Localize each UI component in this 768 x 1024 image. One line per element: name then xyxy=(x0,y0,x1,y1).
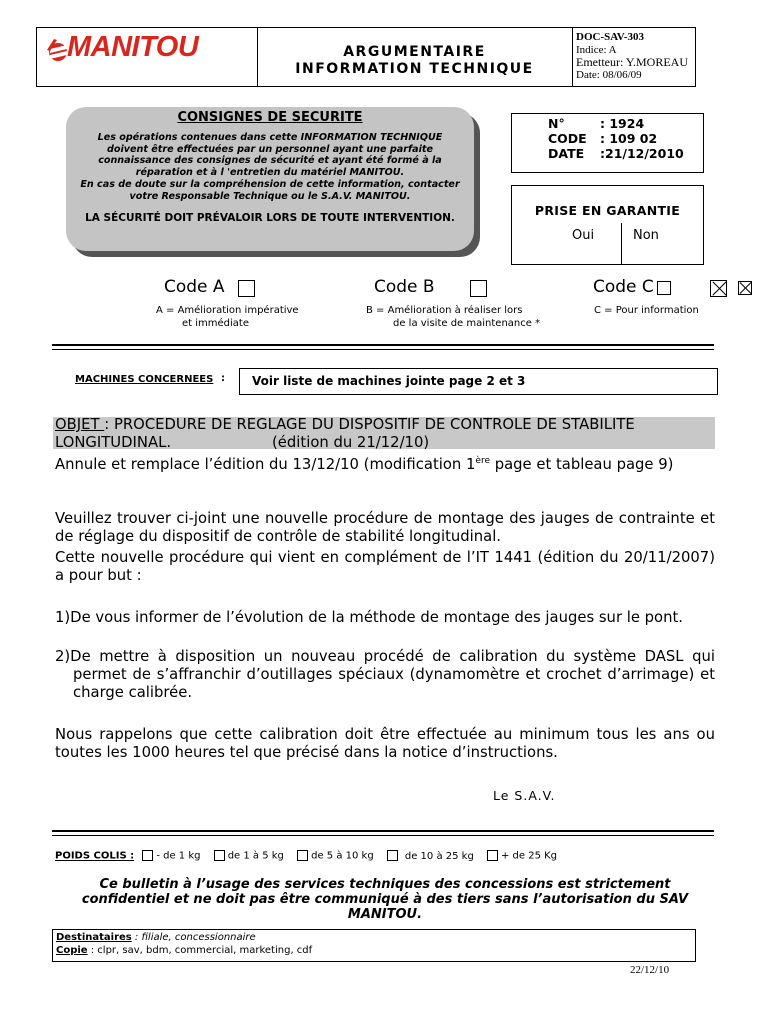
objet-line2: LONGITUDINAL. xyxy=(55,434,172,451)
poids-colis xyxy=(55,850,557,862)
poids-option: de 5 à 10 kg xyxy=(311,850,374,862)
doc-date: Date: 08/06/09 xyxy=(576,68,642,81)
code-b-label: Code B xyxy=(374,277,435,297)
poids-label: POIDS COLIS : xyxy=(55,850,135,862)
objet-colon: : xyxy=(104,416,114,433)
code-b-desc-line2: de la visite de maintenance * xyxy=(393,317,541,329)
safety-box xyxy=(66,107,474,251)
date-value: :21/12/2010 xyxy=(600,146,684,161)
garantie-title: PRISE EN GARANTIE xyxy=(534,203,681,218)
code-c-label: Code C xyxy=(593,277,654,297)
doc-subtitle: INFORMATION TECHNIQUE xyxy=(295,61,534,77)
safety-line: Les opérations contenues dans cette INFORMATION TECHNIQUE xyxy=(97,132,443,143)
logo-cell xyxy=(37,28,258,86)
safety-line: connaissance des consignes de sécurité et ayant été formé à la xyxy=(98,155,442,167)
safety-line: doivent être effectuées par un personnel ayant une parfaite xyxy=(107,143,433,155)
doc-type-title: ARGUMENTAIRE xyxy=(343,44,486,60)
separator xyxy=(52,344,714,350)
code-a-label: Code A xyxy=(164,277,225,297)
poids-checkbox[interactable] xyxy=(387,850,398,861)
objet-label: OBJET xyxy=(55,416,105,433)
destinataires-box xyxy=(52,929,696,962)
poids-checkbox[interactable] xyxy=(487,850,498,861)
safety-body xyxy=(66,132,474,202)
code-b-desc-line1: B = Amélioration à réaliser lors xyxy=(366,305,523,316)
safety-title: CONSIGNES DE SECURITE xyxy=(177,110,363,125)
garantie-oui-checkbox[interactable] xyxy=(657,281,671,295)
code-c-desc-line1: C = Pour information xyxy=(594,305,699,316)
safety-line: En cas de doute sur la compréhension de cette information, contacter xyxy=(80,178,460,190)
poids-checkbox[interactable] xyxy=(297,850,308,861)
destinataires-label: Destinataires xyxy=(56,932,132,943)
code-c-desc xyxy=(594,305,699,318)
garantie-non-checkbox[interactable] xyxy=(738,281,752,295)
body-item2: 2)De mettre à disposition un nouveau procédé de calibration du système DASL qui permet de s’affranchir d’outillages spéciaux (dynamomètre et crochet d’arrimage) et charge calibrée. xyxy=(55,648,715,701)
body-p1: Veuillez trouver ci-joint une nouvelle procédure de montage des jauges de contrainte et de réglage du dispositif de contrôle de stabilité longitudinal. xyxy=(55,510,715,545)
body-item1: 1)De vous informer de l’évolution de la méthode de montage des jauges sur le pont. xyxy=(55,609,683,626)
separator-bottom xyxy=(52,830,714,836)
safety-warning: LA SÉCURITÉ DOIT PRÉVALOIR LORS DE TOUTE INTERVENTION. xyxy=(85,212,455,225)
code-a-desc-line2: et immédiate xyxy=(182,317,249,329)
annule-pre: Annule et remplace l’édition du 13/12/10 (modification 1 xyxy=(55,455,476,473)
numero-value: : 1924 xyxy=(600,116,645,131)
code-a-desc-line1: A = Amélioration impérative xyxy=(156,305,299,316)
date-label: DATE xyxy=(548,146,585,161)
signature: Le S.A.V. xyxy=(493,788,556,803)
garantie-box xyxy=(511,185,704,265)
poids-option: de 10 à 25 kg xyxy=(404,850,474,862)
machines-colon: : xyxy=(221,373,225,384)
annule-sup: ère xyxy=(475,456,490,466)
garantie-divider xyxy=(621,223,622,264)
poids-option: de 1 à 5 kg xyxy=(227,850,284,862)
title-cell xyxy=(257,28,573,86)
body-p2: Cette nouvelle procédure qui vient en complément de l’IT 1441 (édition du 20/11/2007) a pour but : xyxy=(55,549,715,584)
footer-date: 22/12/10 xyxy=(630,964,670,976)
code-a-desc xyxy=(156,305,299,330)
doc-ref: DOC-SAV-303 xyxy=(576,31,645,43)
code-b-checkbox[interactable] xyxy=(470,280,487,297)
machines-box: Voir liste de machines jointe page 2 et 3 xyxy=(239,368,718,395)
safety-line: réparation et à l 'entretien du matériel MANITOU. xyxy=(135,167,405,179)
poids-checkbox[interactable] xyxy=(214,850,225,861)
confidentiality-line: MANITOU. xyxy=(347,907,423,922)
copie-label: Copie xyxy=(56,945,88,956)
code-b-desc xyxy=(366,305,540,330)
safety-line: votre Responsable Technique ou le S.A.V. MANITOU. xyxy=(129,190,411,202)
copie-value: : clpr, sav, bdm, commercial, marketing, cdf xyxy=(87,945,313,956)
confidentiality-line: confidentiel et ne doit pas être communiqué à des tiers sans l’autorisation du SAV xyxy=(81,892,689,907)
garantie-oui-label: Oui xyxy=(572,228,595,243)
document-header xyxy=(36,27,696,87)
logo-text: MANITOU xyxy=(67,31,199,63)
objet-edition: (édition du 21/12/10) xyxy=(272,434,430,451)
poids-option: - de 1 kg xyxy=(156,850,201,862)
numero-label: N° xyxy=(548,116,565,131)
reference-box xyxy=(511,113,704,173)
poids-option: + de 25 Kg xyxy=(500,850,558,862)
objet-block xyxy=(55,416,715,452)
code-c-checkbox[interactable] xyxy=(710,280,727,297)
body-p3: Nous rappelons que cette calibration doit être effectuée au minimum tous les ans ou toutes les 1000 heures tel que précisé dans la notice d’instructions. xyxy=(55,726,715,761)
doc-meta xyxy=(572,28,695,86)
objet-line1: PROCEDURE DE REGLAGE DU DISPOSITIF DE CONTROLE DE STABILITE xyxy=(113,416,635,433)
confidentiality-notice xyxy=(40,877,730,922)
annule-post: page et tableau page 9) xyxy=(489,455,674,473)
machines-label xyxy=(75,374,213,385)
poids-checkbox[interactable] xyxy=(142,850,153,861)
doc-indice: Indice: A xyxy=(576,43,617,56)
doc-emetteur: Emetteur: Y.MOREAU xyxy=(576,55,688,69)
code-value: : 109 02 xyxy=(600,131,658,146)
code-label: CODE xyxy=(548,131,587,146)
destinataires-value: : filiale, concessionnaire xyxy=(131,932,256,943)
annule-paragraph xyxy=(55,452,715,474)
confidentiality-line: Ce bulletin à l’usage des services techniques des concessions est strictement xyxy=(99,877,671,892)
garantie-non-label: Non xyxy=(633,228,659,243)
machines-label-text: MACHINES CONCERNEES xyxy=(75,374,214,385)
code-a-checkbox[interactable] xyxy=(238,280,255,297)
